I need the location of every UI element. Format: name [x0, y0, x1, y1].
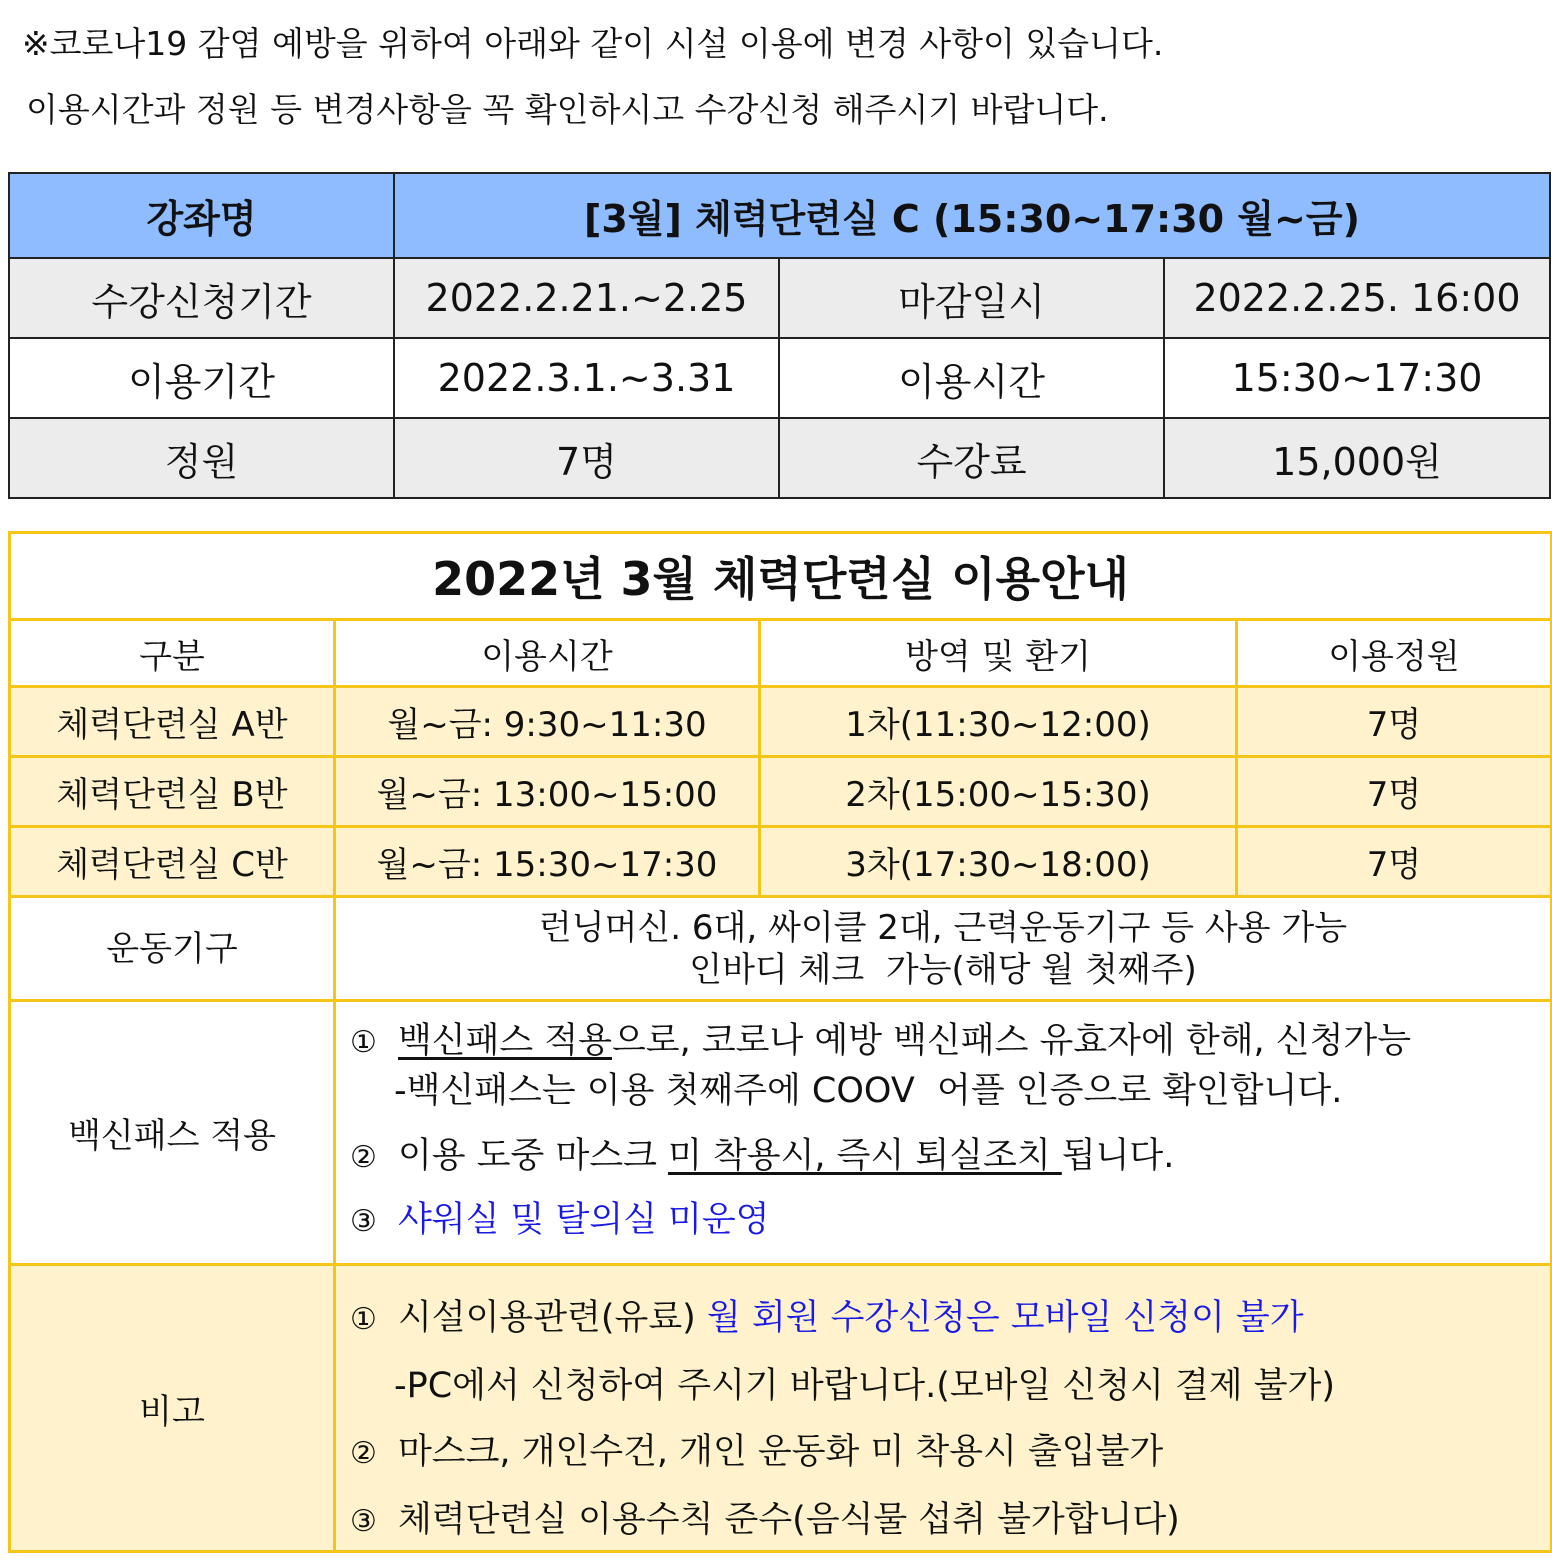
item-number: ② [350, 1140, 377, 1175]
vaccine-item-1-sub: -백신패스는 이용 첫째주에 COOV 어플 인증으로 확인합니다. [394, 1071, 1343, 1111]
class-time: 월~금: 15:30~17:30 [335, 827, 760, 897]
vaccine-item-2-post: 됩니다. [1061, 1136, 1175, 1176]
class-ventilation: 1차(11:30~12:00) [760, 687, 1237, 757]
class-capacity: 7명 [1237, 827, 1552, 897]
apply-period-label: 수강신청기간 [9, 258, 394, 338]
remarks-item-1-pre: 시설이용관련(유료) [398, 1298, 707, 1338]
vaccine-item-2-underlined: 미 착용시, 즉시 퇴실조치 [668, 1136, 1062, 1176]
col-header-ventilation: 방역 및 환기 [760, 620, 1237, 687]
use-time-value: 15:30~17:30 [1164, 338, 1550, 418]
remarks-item-1-sub: -PC에서 신청하여 주시기 바랍니다.(모바일 신청시 결제 불가) [394, 1366, 1335, 1406]
vaccine-item-2-pre: 이용 도중 마스크 [398, 1136, 669, 1176]
equipment-line-2: 인바디 체크 가능(해당 월 첫째주) [689, 949, 1197, 990]
table-row [10, 687, 1552, 757]
vaccine-pass-label: 백신패스 적용 [10, 1001, 335, 1265]
equipment-description [335, 897, 1552, 1001]
item-number: ① [350, 1025, 377, 1060]
vaccine-pass-underlined: 백신패스 적용 [398, 1021, 612, 1061]
table-row [10, 757, 1552, 827]
remarks-details [335, 1265, 1552, 1552]
deadline-label: 마감일시 [779, 258, 1164, 338]
remarks-item-3-text: 체력단련실 이용수칙 준수(음식물 섭취 불가합니다) [398, 1500, 1180, 1540]
class-name: 체력단련실 B반 [10, 757, 335, 827]
usage-guide-table [8, 531, 1552, 1553]
class-ventilation: 3차(17:30~18:00) [760, 827, 1237, 897]
class-time: 월~금: 13:00~15:00 [335, 757, 760, 827]
fee-label: 수강료 [779, 418, 1164, 498]
remarks-item-1-blue: 월 회원 수강신청은 모바일 신청이 불가 [706, 1298, 1304, 1338]
class-capacity: 7명 [1237, 687, 1552, 757]
item-number: ② [350, 1436, 377, 1471]
course-info-table [8, 172, 1551, 499]
remarks-label: 비고 [10, 1265, 335, 1552]
class-ventilation: 2차(15:00~15:30) [760, 757, 1237, 827]
capacity-label: 정원 [9, 418, 394, 498]
table-row [10, 827, 1552, 897]
use-period-value: 2022.3.1.~3.31 [394, 338, 779, 418]
remarks-item-2-text: 마스크, 개인수건, 개인 운동화 미 착용시 출입불가 [398, 1432, 1164, 1472]
class-time: 월~금: 9:30~11:30 [335, 687, 760, 757]
course-name-label: 강좌명 [9, 173, 394, 258]
course-name-value: [3월] 체력단련실 C (15:30~17:30 월~금) [394, 173, 1550, 258]
notice-line-2: 이용시간과 정원 등 변경사항을 꼭 확인하시고 수강신청 해주시기 바랍니다. [26, 90, 1109, 129]
capacity-value: 7명 [394, 418, 779, 498]
vaccine-pass-details [335, 1001, 1552, 1265]
vaccine-item-3-text: 샤워실 및 탈의실 미운영 [398, 1200, 770, 1240]
use-period-label: 이용기간 [9, 338, 394, 418]
use-time-label: 이용시간 [779, 338, 1164, 418]
class-name: 체력단련실 A반 [10, 687, 335, 757]
col-header-time: 이용시간 [335, 620, 760, 687]
deadline-value: 2022.2.25. 16:00 [1164, 258, 1550, 338]
equipment-line-1: 런닝머신. 6대, 싸이클 2대, 근력운동기구 등 사용 가능 [538, 907, 1348, 948]
equipment-label: 운동기구 [10, 897, 335, 1001]
guide-title: 2022년 3월 체력단련실 이용안내 [10, 533, 1552, 620]
class-capacity: 7명 [1237, 757, 1552, 827]
item-number: ① [350, 1302, 377, 1337]
item-number: ③ [350, 1504, 377, 1539]
notice-line-1: ※코로나19 감염 예방을 위하여 아래와 같이 시설 이용에 변경 사항이 있습니다. [22, 24, 1164, 63]
apply-period-value: 2022.2.21.~2.25 [394, 258, 779, 338]
col-header-capacity: 이용정원 [1237, 620, 1552, 687]
item-number: ③ [350, 1204, 377, 1239]
class-name: 체력단련실 C반 [10, 827, 335, 897]
col-header-category: 구분 [10, 620, 335, 687]
fee-value: 15,000원 [1164, 418, 1550, 498]
vaccine-item-1-text: 으로, 코로나 예방 백신패스 유효자에 한해, 신청가능 [612, 1021, 1412, 1061]
